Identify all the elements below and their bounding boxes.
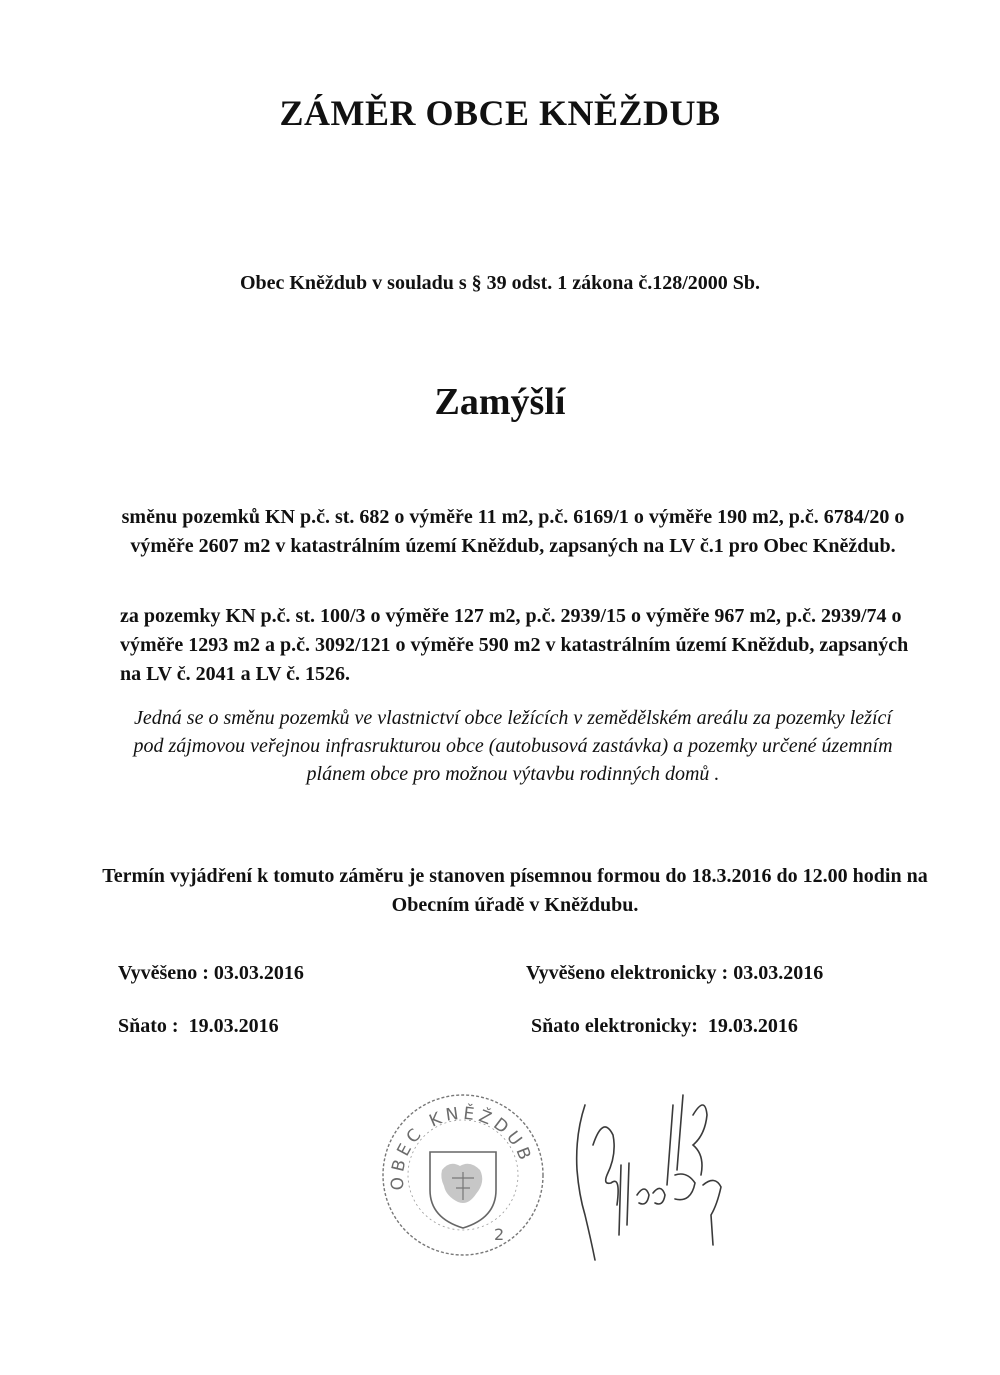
explanation-paragraph: Jedná se o směnu pozemků ve vlastnictví obce ležících v zemědělském areálu za pozemky ležící pod zájmovou veřejnou infrasrukturou obce (autobusová zastávka) a pozemky určené územním plánem obce pro možnou výtavbu rodinných domů . [133,707,893,785]
deadline-paragraph: Termín vyjádření k tomuto záměru je stanoven písemnou formou do 18.3.2016 do 12.00 hodin na Obecním úřadě v Kněždubu. [102,865,928,916]
stamp-number: 2 [494,1225,505,1244]
municipal-stamp [378,1090,548,1260]
target-parcels-paragraph: za pozemky KN p.č. st. 100/3 o výměře 127 m2, p.č. 2939/15 o výměře 967 m2, p.č. 2939/74 o výměře 1293 m2 a p.č. 3092/121 o výměře 590 m2 v katastrálním území Kněždub, zapsaných na LV č. 2041 a LV č. 1526. [120,605,909,685]
exchange-paragraph: směnu pozemků KN p.č. st. 682 o výměře 11 m2, p.č. 6169/1 o výměře 190 m2, p.č. 6784/20 o výměře 2607 m2 v katastrálním území Kněždub, zapsaných na LV č.1 pro Obec Kněždub. [121,506,905,557]
coat-of-arms-icon [430,1152,496,1228]
posted-electronic-date: Vyvěšeno elektronicky : 03.03.2016 [526,962,824,984]
posted-date: Vyvěšeno : 03.03.2016 [118,962,304,984]
section-heading: Zamýšlí [434,381,566,423]
intro-line: Obec Kněždub v souladu s § 39 odst. 1 zákona č.128/2000 Sb. [239,272,761,294]
document-title: ZÁMĚR OBCE KNĚŽDUB [279,93,721,133]
removed-electronic-date: Sňato elektronicky: 19.03.2016 [531,1015,798,1037]
removed-date: Sňato : 19.03.2016 [118,1015,279,1037]
handwritten-signature [555,1075,735,1275]
stamp-text: OBEC KNĚŽDUB [387,1103,536,1191]
